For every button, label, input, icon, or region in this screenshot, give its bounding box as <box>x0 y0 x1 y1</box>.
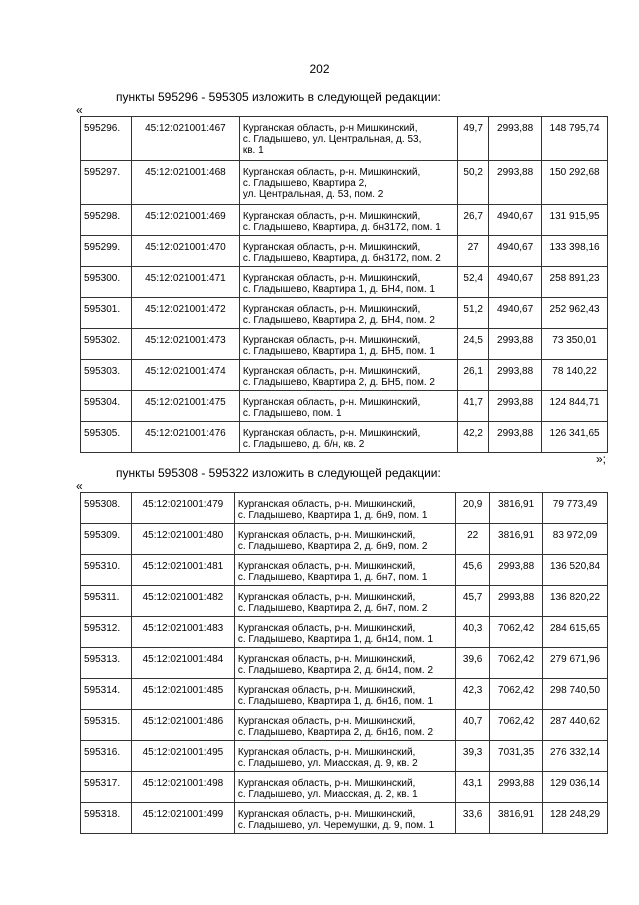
row-number: 595297. <box>81 161 132 205</box>
rate-value: 4940,67 <box>489 267 542 298</box>
address-line: Курганская область, р-н. Мишкинский, <box>242 167 421 178</box>
area-value: 20,9 <box>456 493 490 524</box>
cost-value: 136 520,84 <box>543 555 608 586</box>
table-row <box>81 555 608 586</box>
area-value: 39,3 <box>456 741 490 772</box>
cadastral-number: 45:12:021001:479 <box>131 493 234 524</box>
rate-value: 3816,91 <box>490 493 543 524</box>
address-line: ул. Центральная, д. 53, пом. 2 <box>242 189 384 200</box>
address-line: Курганская область, р-н. Мишкинский, <box>242 397 421 408</box>
address-cell <box>234 524 455 555</box>
cost-value: 287 440,62 <box>543 710 608 741</box>
cost-value: 258 891,23 <box>542 267 608 298</box>
area-value: 39,6 <box>456 648 490 679</box>
table-row <box>81 803 608 834</box>
table-row <box>81 617 608 648</box>
rate-value: 2993,88 <box>490 555 543 586</box>
cadastral-number: 45:12:021001:476 <box>131 422 239 453</box>
rate-value: 2993,88 <box>489 391 542 422</box>
address-line: Курганская область, р-н. Мишкинский, <box>242 211 421 222</box>
rate-value: 4940,67 <box>489 236 542 267</box>
address-line: с. Гладышево, ул. Центральная, д. 53, <box>242 134 422 145</box>
address-cell <box>239 329 457 360</box>
address-line: Курганская область, р-н. Мишкинский, <box>237 592 416 603</box>
cost-value: 83 972,09 <box>543 524 608 555</box>
row-number: 595315. <box>81 710 132 741</box>
area-value: 26,7 <box>458 205 489 236</box>
address-line: Курганская область, р-н. Мишкинский, <box>237 654 416 665</box>
address-line: Курганская область, р-н. Мишкинский, <box>237 716 416 727</box>
address-line: с. Гладышево, Квартира 1, д. бн16, пом. 1 <box>237 696 434 707</box>
cost-value: 79 773,49 <box>543 493 608 524</box>
address-cell <box>234 586 455 617</box>
rate-value: 2993,88 <box>489 117 542 161</box>
address-line: с. Гладышево, пом. 1 <box>242 408 342 419</box>
cadastral-number: 45:12:021001:480 <box>131 524 234 555</box>
table-row <box>81 422 608 453</box>
table-row <box>81 391 608 422</box>
rate-value: 2993,88 <box>489 422 542 453</box>
cadastral-number: 45:12:021001:485 <box>131 679 234 710</box>
table-row <box>81 493 608 524</box>
address-cell <box>234 741 455 772</box>
row-number: 595309. <box>81 524 132 555</box>
address-line: кв. 1 <box>242 145 264 156</box>
section1-open-quote: « <box>76 103 83 117</box>
cadastral-number: 45:12:021001:499 <box>131 803 234 834</box>
row-number: 595314. <box>81 679 132 710</box>
cadastral-number: 45:12:021001:467 <box>131 117 239 161</box>
rate-value: 7031,35 <box>490 741 543 772</box>
row-number: 595298. <box>81 205 132 236</box>
table-row <box>81 524 608 555</box>
address-line: с. Гладышево, Квартира 2, д. бн9, пом. 2 <box>237 541 428 552</box>
row-number: 595305. <box>81 422 132 453</box>
section1-table <box>80 116 608 453</box>
address-cell <box>239 298 457 329</box>
cost-value: 129 036,14 <box>543 772 608 803</box>
table-row <box>81 267 608 298</box>
cadastral-number: 45:12:021001:498 <box>131 772 234 803</box>
cost-value: 298 740,50 <box>543 679 608 710</box>
cost-value: 126 341,65 <box>542 422 608 453</box>
rate-value: 3816,91 <box>490 524 543 555</box>
address-cell <box>234 555 455 586</box>
section1-close-quote: »; <box>596 452 607 466</box>
area-value: 33,6 <box>456 803 490 834</box>
area-value: 45,7 <box>456 586 490 617</box>
address-cell <box>234 710 455 741</box>
address-line: с. Гладышево, Квартира, д. бн3172, пом. 2 <box>242 253 441 264</box>
address-line: Курганская область, р-н. Мишкинский, <box>237 809 416 820</box>
rate-value: 4940,67 <box>489 205 542 236</box>
area-value: 27 <box>458 236 489 267</box>
address-line: Курганская область, р-н. Мишкинский, <box>242 242 421 253</box>
section1-instruction: пункты 595296 - 595305 изложить в следующей редакции: <box>116 90 441 104</box>
area-value: 40,3 <box>456 617 490 648</box>
cadastral-number: 45:12:021001:486 <box>131 710 234 741</box>
area-value: 45,6 <box>456 555 490 586</box>
cost-value: 276 332,14 <box>543 741 608 772</box>
cost-value: 124 844,71 <box>542 391 608 422</box>
address-line: с. Гладышево, Квартира 1, д. бн14, пом. 1 <box>237 634 434 645</box>
area-value: 50,2 <box>458 161 489 205</box>
rate-value: 7062,42 <box>490 648 543 679</box>
rate-value: 4940,67 <box>489 298 542 329</box>
table-row <box>81 360 608 391</box>
area-value: 42,2 <box>458 422 489 453</box>
table-row <box>81 586 608 617</box>
address-line: с. Гладышево, Квартира 2, д. БН5, пом. 2 <box>242 377 435 388</box>
area-value: 22 <box>456 524 490 555</box>
row-number: 595299. <box>81 236 132 267</box>
rate-value: 2993,88 <box>490 772 543 803</box>
rate-value: 2993,88 <box>490 586 543 617</box>
address-line: с. Гладышево, ул. Миасская, д. 2, кв. 1 <box>237 789 418 800</box>
address-line: Курганская область, р-н. Мишкинский, <box>242 304 421 315</box>
address-cell <box>239 161 457 205</box>
address-line: Курганская область, р-н Мишкинский, <box>242 123 418 134</box>
cost-value: 133 398,16 <box>542 236 608 267</box>
cadastral-number: 45:12:021001:484 <box>131 648 234 679</box>
address-line: с. Гладышево, Квартира 2, д. БН4, пом. 2 <box>242 315 435 326</box>
address-cell <box>239 422 457 453</box>
address-cell <box>239 236 457 267</box>
row-number: 595317. <box>81 772 132 803</box>
section2-table <box>80 492 608 834</box>
address-line: с. Гладышево, Квартира 1, д. бн9, пом. 1 <box>237 510 428 521</box>
row-number: 595318. <box>81 803 132 834</box>
area-value: 24,5 <box>458 329 489 360</box>
cadastral-number: 45:12:021001:472 <box>131 298 239 329</box>
cadastral-number: 45:12:021001:475 <box>131 391 239 422</box>
address-line: Курганская область, р-н. Мишкинский, <box>237 530 416 541</box>
cadastral-number: 45:12:021001:471 <box>131 267 239 298</box>
area-value: 42,3 <box>456 679 490 710</box>
section2-instruction: пункты 595308 - 595322 изложить в следующей редакции: <box>116 466 441 480</box>
cost-value: 284 615,65 <box>543 617 608 648</box>
area-value: 51,2 <box>458 298 489 329</box>
cadastral-number: 45:12:021001:482 <box>131 586 234 617</box>
cadastral-number: 45:12:021001:470 <box>131 236 239 267</box>
rate-value: 7062,42 <box>490 710 543 741</box>
cost-value: 252 962,43 <box>542 298 608 329</box>
cost-value: 128 248,29 <box>543 803 608 834</box>
cost-value: 136 820,22 <box>543 586 608 617</box>
table-row <box>81 772 608 803</box>
address-line: Курганская область, р-н. Мишкинский, <box>237 499 416 510</box>
rate-value: 7062,42 <box>490 617 543 648</box>
cadastral-number: 45:12:021001:468 <box>131 161 239 205</box>
address-line: Курганская область, р-н. Мишкинский, <box>242 273 421 284</box>
address-line: с. Гладышево, Квартира 2, <box>242 178 367 189</box>
area-value: 49,7 <box>458 117 489 161</box>
address-line: Курганская область, р-н. Мишкинский, <box>242 366 421 377</box>
table-row <box>81 298 608 329</box>
row-number: 595303. <box>81 360 132 391</box>
rate-value: 7062,42 <box>490 679 543 710</box>
table-row <box>81 236 608 267</box>
row-number: 595316. <box>81 741 132 772</box>
cost-value: 78 140,22 <box>542 360 608 391</box>
address-cell <box>234 679 455 710</box>
area-value: 40,7 <box>456 710 490 741</box>
rate-value: 3816,91 <box>490 803 543 834</box>
row-number: 595296. <box>81 117 132 161</box>
cost-value: 73 350,01 <box>542 329 608 360</box>
address-cell <box>239 267 457 298</box>
address-cell <box>234 803 455 834</box>
cadastral-number: 45:12:021001:473 <box>131 329 239 360</box>
table-row <box>81 679 608 710</box>
table-row <box>81 117 608 161</box>
row-number: 595301. <box>81 298 132 329</box>
address-cell <box>239 391 457 422</box>
cost-value: 150 292,68 <box>542 161 608 205</box>
area-value: 52,4 <box>458 267 489 298</box>
row-number: 595311. <box>81 586 132 617</box>
address-cell <box>239 360 457 391</box>
rate-value: 2993,88 <box>489 360 542 391</box>
address-line: с. Гладышево, Квартира 1, д. БН5, пом. 1 <box>242 346 435 357</box>
address-line: с. Гладышево, Квартира 2, д. бн16, пом. 2 <box>237 727 434 738</box>
table-row <box>81 648 608 679</box>
address-cell <box>239 117 457 161</box>
address-line: Курганская область, р-н. Мишкинский, <box>237 747 416 758</box>
section2-open-quote: « <box>76 479 83 493</box>
address-line: Курганская область, р-н. Мишкинский, <box>237 778 416 789</box>
area-value: 41,7 <box>458 391 489 422</box>
address-line: с. Гладышево, Квартира, д. бн3172, пом. 1 <box>242 222 441 233</box>
address-line: с. Гладышево, Квартира 1, д. бн7, пом. 1 <box>237 572 428 583</box>
address-line: Курганская область, р-н. Мишкинский, <box>242 428 421 439</box>
table-row <box>81 710 608 741</box>
cost-value: 148 795,74 <box>542 117 608 161</box>
address-cell <box>234 772 455 803</box>
address-cell <box>234 648 455 679</box>
address-line: Курганская область, р-н. Мишкинский, <box>242 335 421 346</box>
row-number: 595313. <box>81 648 132 679</box>
rate-value: 2993,88 <box>489 329 542 360</box>
cost-value: 131 915,95 <box>542 205 608 236</box>
row-number: 595312. <box>81 617 132 648</box>
address-line: с. Гладышево, ул. Миасская, д. 9, кв. 2 <box>237 758 418 769</box>
address-line: Курганская область, р-н. Мишкинский, <box>237 685 416 696</box>
table-row <box>81 741 608 772</box>
address-line: с. Гладышево, Квартира 2, д. бн7, пом. 2 <box>237 603 428 614</box>
table-row <box>81 205 608 236</box>
cadastral-number: 45:12:021001:483 <box>131 617 234 648</box>
cadastral-number: 45:12:021001:495 <box>131 741 234 772</box>
address-line: Курганская область, р-н. Мишкинский, <box>237 623 416 634</box>
row-number: 595308. <box>81 493 132 524</box>
address-line: с. Гладышево, ул. Черемушки, д. 9, пом. 1 <box>237 820 435 831</box>
address-line: с. Гладышево, Квартира 1, д. БН4, пом. 1 <box>242 284 435 295</box>
area-value: 43,1 <box>456 772 490 803</box>
rate-value: 2993,88 <box>489 161 542 205</box>
cadastral-number: 45:12:021001:481 <box>131 555 234 586</box>
cost-value: 279 671,96 <box>543 648 608 679</box>
cadastral-number: 45:12:021001:469 <box>131 205 239 236</box>
address-line: Курганская область, р-н. Мишкинский, <box>237 561 416 572</box>
address-cell <box>234 493 455 524</box>
table-row <box>81 161 608 205</box>
cadastral-number: 45:12:021001:474 <box>131 360 239 391</box>
row-number: 595302. <box>81 329 132 360</box>
area-value: 26,1 <box>458 360 489 391</box>
address-cell <box>239 205 457 236</box>
address-line: с. Гладышево, Квартира 2, д. бн14, пом. 2 <box>237 665 434 676</box>
row-number: 595300. <box>81 267 132 298</box>
row-number: 595304. <box>81 391 132 422</box>
address-line: с. Гладышево, д. б/н, кв. 2 <box>242 439 365 450</box>
row-number: 595310. <box>81 555 132 586</box>
table-row <box>81 329 608 360</box>
page-number: 202 <box>309 62 330 76</box>
address-cell <box>234 617 455 648</box>
